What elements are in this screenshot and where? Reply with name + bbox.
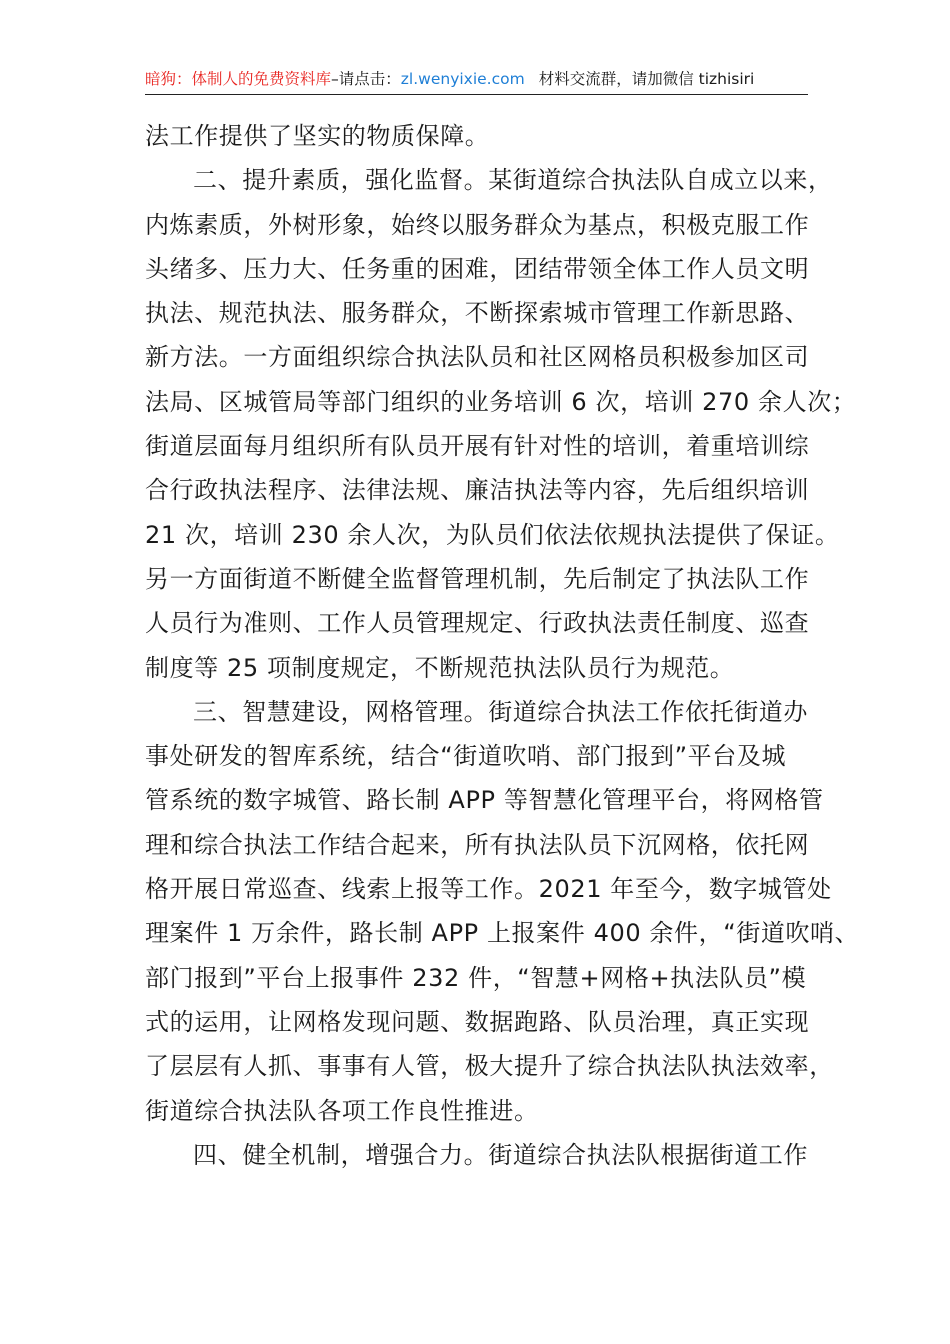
paragraph-4-start: 四、健全机制，增强合力。街道综合执法队根据街道工作 xyxy=(193,1140,808,1169)
text-line: 式的运用，让网格发现问题、数据跑路、队员治理，真正实现 xyxy=(145,1007,810,1036)
text-line: 另一方面街道不断健全监督管理机制，先后制定了执法队工作 xyxy=(145,564,810,593)
header-brand-link[interactable]: 暗狗：体制人的免费资料库 xyxy=(145,70,332,88)
header-prompt: –请点击： xyxy=(331,70,401,88)
text-line: 头绪多、压力大、任务重的困难，团结带领全体工作人员文明 xyxy=(145,254,810,283)
paragraph-3-start: 三、智慧建设，网格管理。街道综合执法工作依托街道办 xyxy=(193,697,808,726)
paragraph-2-start: 二、提升素质，强化监督。某街道综合执法队自成立以来， xyxy=(193,166,833,195)
text-line: 法工作提供了坚实的物质保障。 xyxy=(145,122,490,150)
header-url-link[interactable]: zl.wenyixie.com xyxy=(400,70,525,88)
text-line: 部门报到”平台上报事件 232 件，“智慧+网格+执法队员”模 xyxy=(145,963,807,992)
text-line: 新方法。一方面组织综合执法队员和社区网格员积极参加区司 xyxy=(145,343,810,372)
header-wechat-note: 材料交流群，请加微信 tizhisiri xyxy=(538,70,755,88)
text-line: 街道层面每月组织所有队员开展有针对性的培训，着重培训综 xyxy=(145,432,810,461)
text-line: 合行政执法程序、法律法规、廉洁执法等内容，先后组织培训 xyxy=(145,476,810,505)
text-line: 21 次，培训 230 余人次，为队员们依法依规执法提供了保证。 xyxy=(145,520,840,549)
text-line: 理案件 1 万余件，路长制 APP 上报案件 400 余件，“街道吹哨、 xyxy=(145,919,860,948)
text-line: 内炼素质，外树形象，始终以服务群众为基点，积极克服工作 xyxy=(145,210,810,239)
text-line: 人员行为准则、工作人员管理规定、行政执法责任制度、巡查 xyxy=(145,609,810,638)
document-body xyxy=(145,114,860,1177)
text-line: 事处研发的智库系统，结合“街道吹哨、部门报到”平台及城 xyxy=(145,742,787,771)
text-line: 理和综合执法工作结合起来，所有执法队员下沉网格，依托网 xyxy=(145,830,810,859)
text-line: 管系统的数字城管、路长制 APP 等智慧化管理平台，将网格管 xyxy=(145,786,824,815)
text-line: 格开展日常巡查、线索上报等工作。2021 年至今，数字城管处 xyxy=(145,875,832,904)
page-header xyxy=(145,64,808,95)
text-line: 了层层有人抓、事事有人管，极大提升了综合执法队执法效率， xyxy=(145,1052,834,1081)
text-line: 法局、区城管局等部门组织的业务培训 6 次，培训 270 余人次； xyxy=(145,387,857,416)
text-line: 街道综合执法队各项工作良性推进。 xyxy=(145,1096,539,1125)
text-line: 执法、规范执法、服务群众，不断探索城市管理工作新思路、 xyxy=(145,299,810,328)
text-line: 制度等 25 项制度规定，不断规范执法队员行为规范。 xyxy=(145,653,735,682)
